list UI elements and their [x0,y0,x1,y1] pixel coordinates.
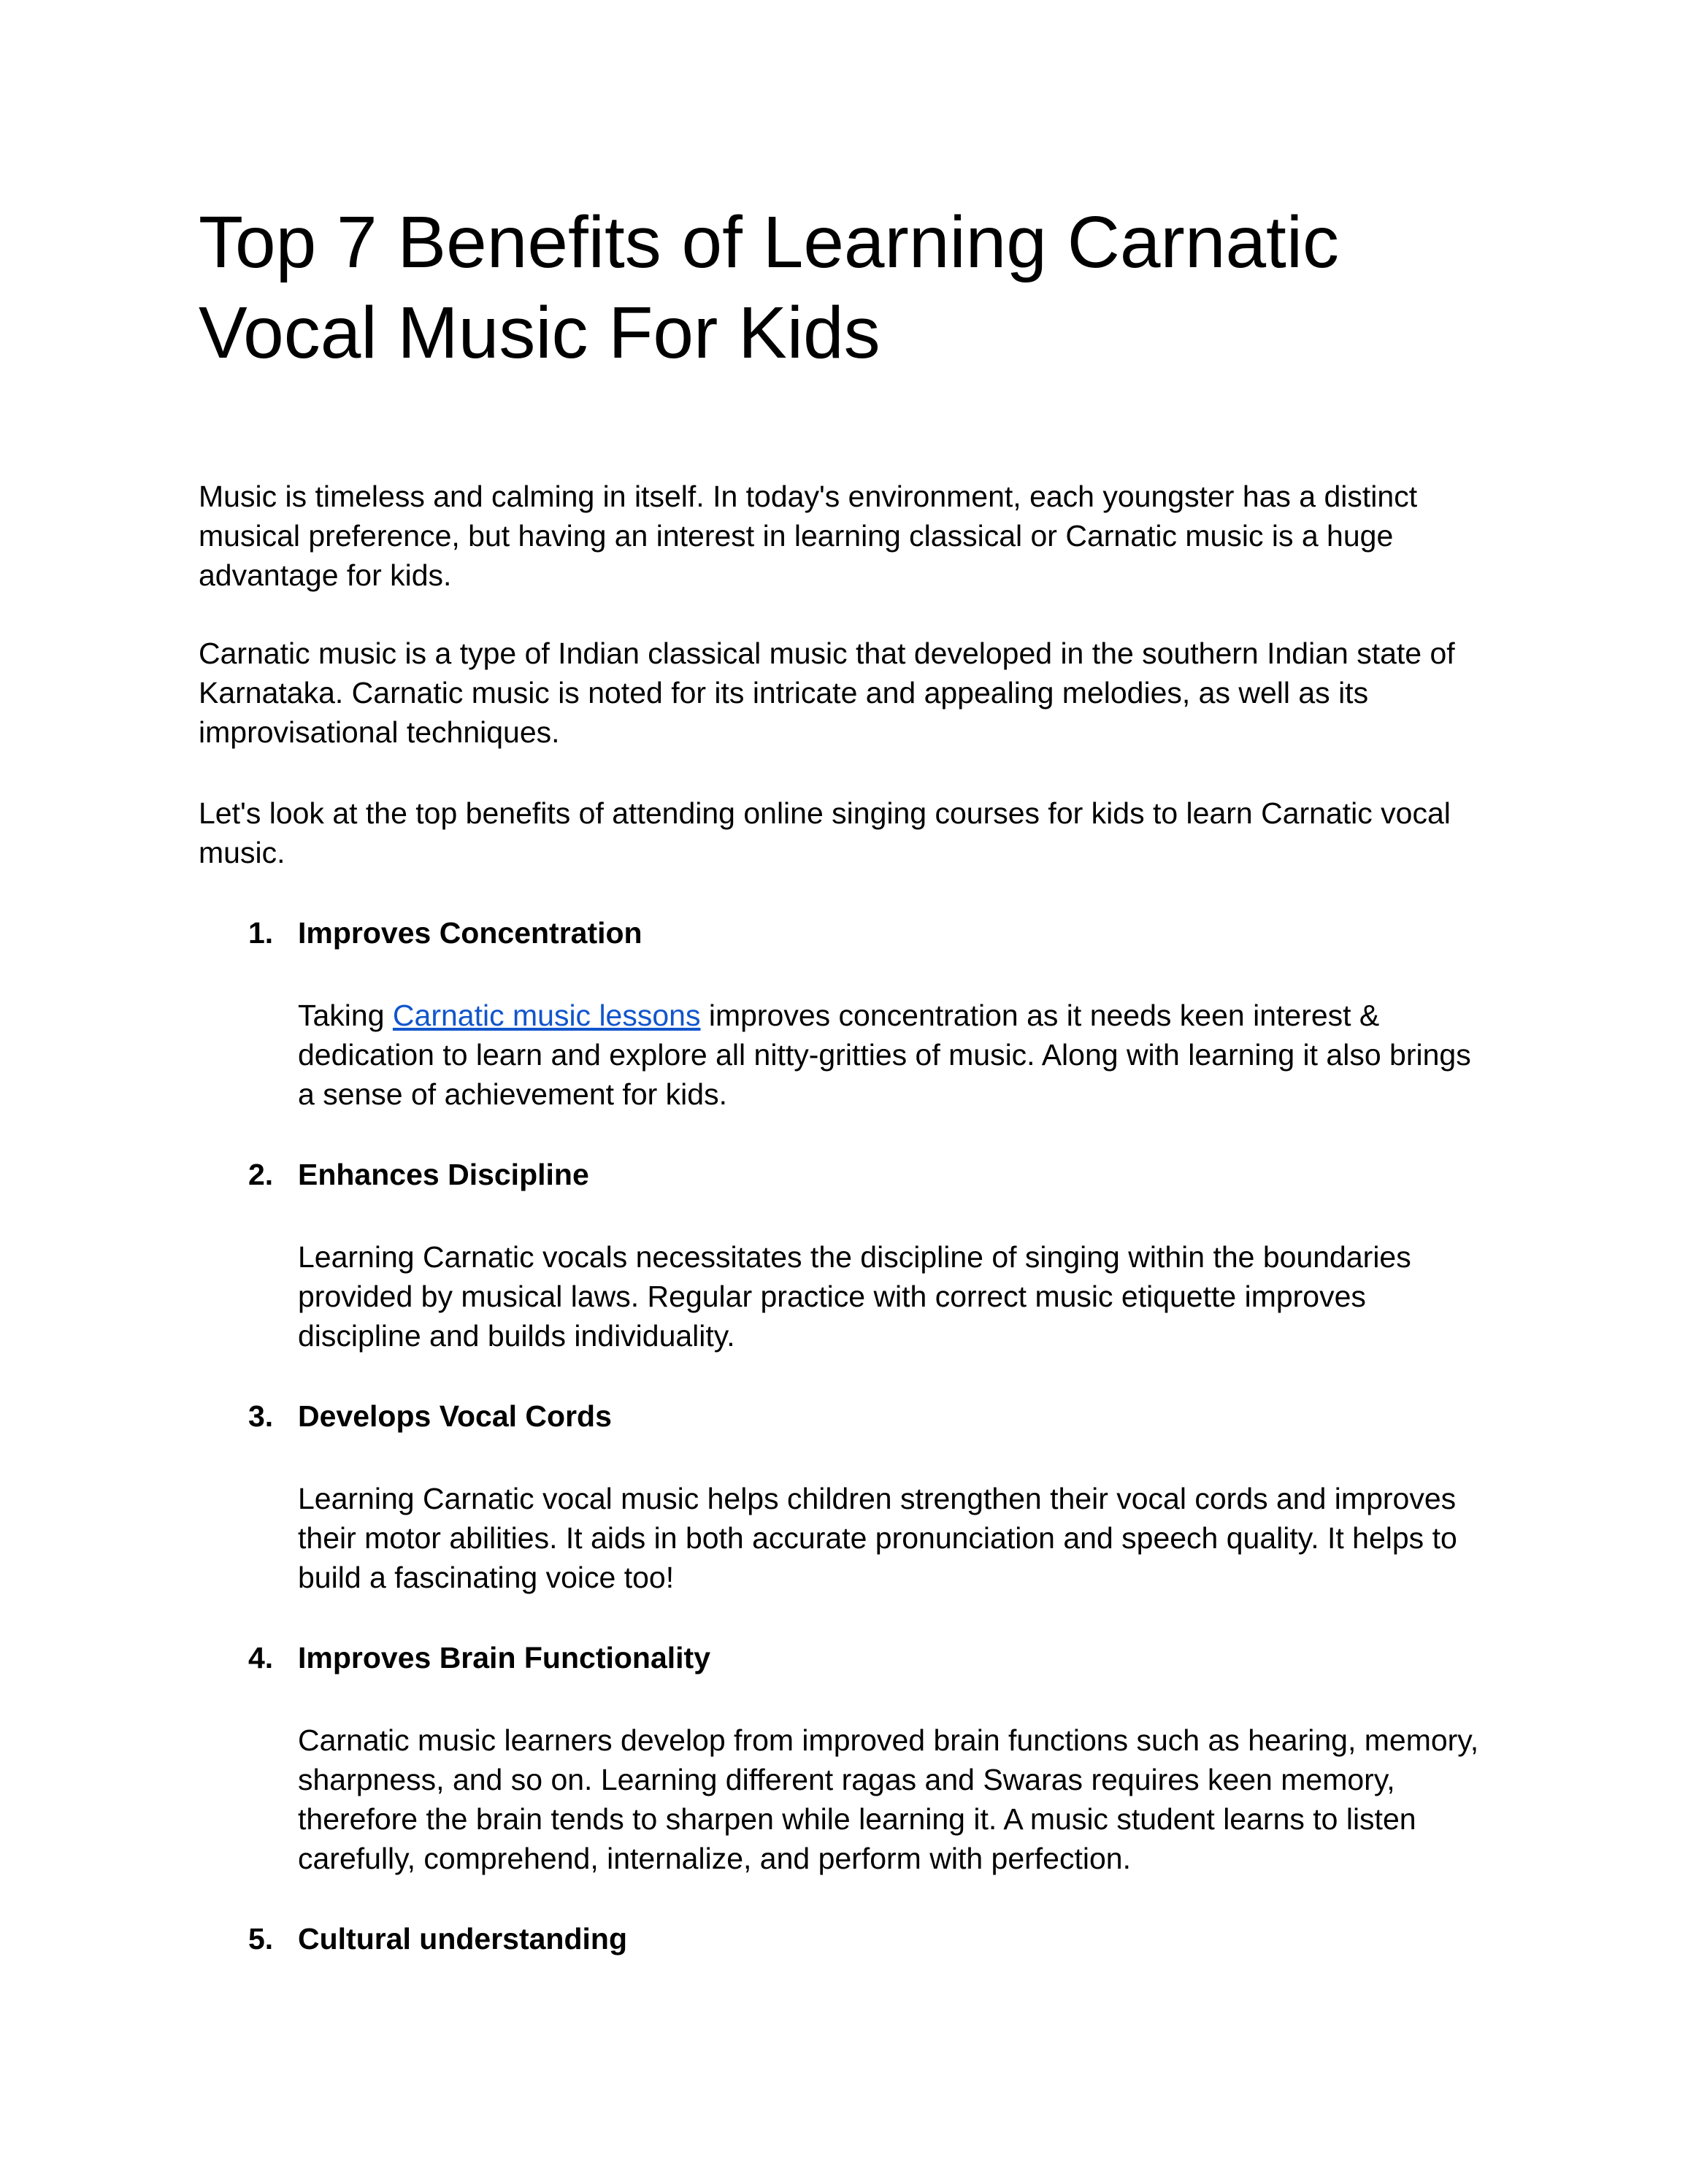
list-item-1-number: 1. [248,916,274,950]
list-item-5 [199,1919,1489,1958]
list-item-4-body: Carnatic music learners develop from improved brain functions such as hearing, memory, sharpness, and so on. Learning different ragas and Swaras requires keen memory, therefore the brain tends to sharpen while learning it. A music student learns to listen carefully, comprehend, internalize, and perform with perfection. [298,1723,1479,1875]
list-item-5-heading: Cultural understanding [298,1922,627,1956]
intro-paragraph-1: Music is timeless and calming in itself. In today's environment, each youngster has a distinct musical preference, but having an interest in learning classical or Carnatic music is a huge advantage for kids. [199,480,1418,592]
list-item-4-number: 4. [248,1641,274,1674]
list-item-5-number: 5. [248,1922,274,1956]
list-item-4 [199,1638,1489,1878]
list-item-3-body: Learning Carnatic vocal music helps children strengthen their vocal cords and improves their motor abilities. It aids in both accurate pronunciation and speech quality. It helps to build a fascinating voice too! [298,1482,1457,1594]
list-item-4-heading: Improves Brain Functionality [298,1641,710,1674]
list-item-1-body-suffix: improves concentration as it needs keen interest & dedication to learn and explore all nitty-gritties of music. Along with learning it also brings a sense of achievement for kids. [298,999,1471,1111]
list-item-1-body-prefix: Taking [298,999,393,1032]
list-item-1 [199,913,1489,1114]
list-item-3 [199,1396,1489,1597]
intro-paragraph-2: Carnatic music is a type of Indian classical music that developed in the southern Indian state of Karnataka. Carnatic music is noted for its intricate and appealing melodies, as well as its improvisational techniques. [199,637,1455,749]
intro-paragraph-3: Let's look at the top benefits of attending online singing courses for kids to learn Carnatic vocal music. [199,796,1451,869]
list-item-2-heading: Enhances Discipline [298,1158,589,1191]
carnatic-music-lessons-link[interactable]: Carnatic music lessons [392,999,701,1032]
list-item-1-heading: Improves Concentration [298,916,642,950]
list-item-1-body [298,996,1489,1114]
document-title: Top 7 Benefits of Learning Carnatic Vocal Music For Kids [199,201,1340,374]
list-item-3-number: 3. [248,1399,274,1433]
list-item-2-number: 2. [248,1158,274,1191]
list-item-2-body: Learning Carnatic vocals necessitates the discipline of singing within the boundaries provided by musical laws. Regular practice with correct music etiquette improves discipline and builds individuality. [298,1240,1411,1353]
list-item-2 [199,1155,1489,1356]
list-item-3-heading: Develops Vocal Cords [298,1399,612,1433]
